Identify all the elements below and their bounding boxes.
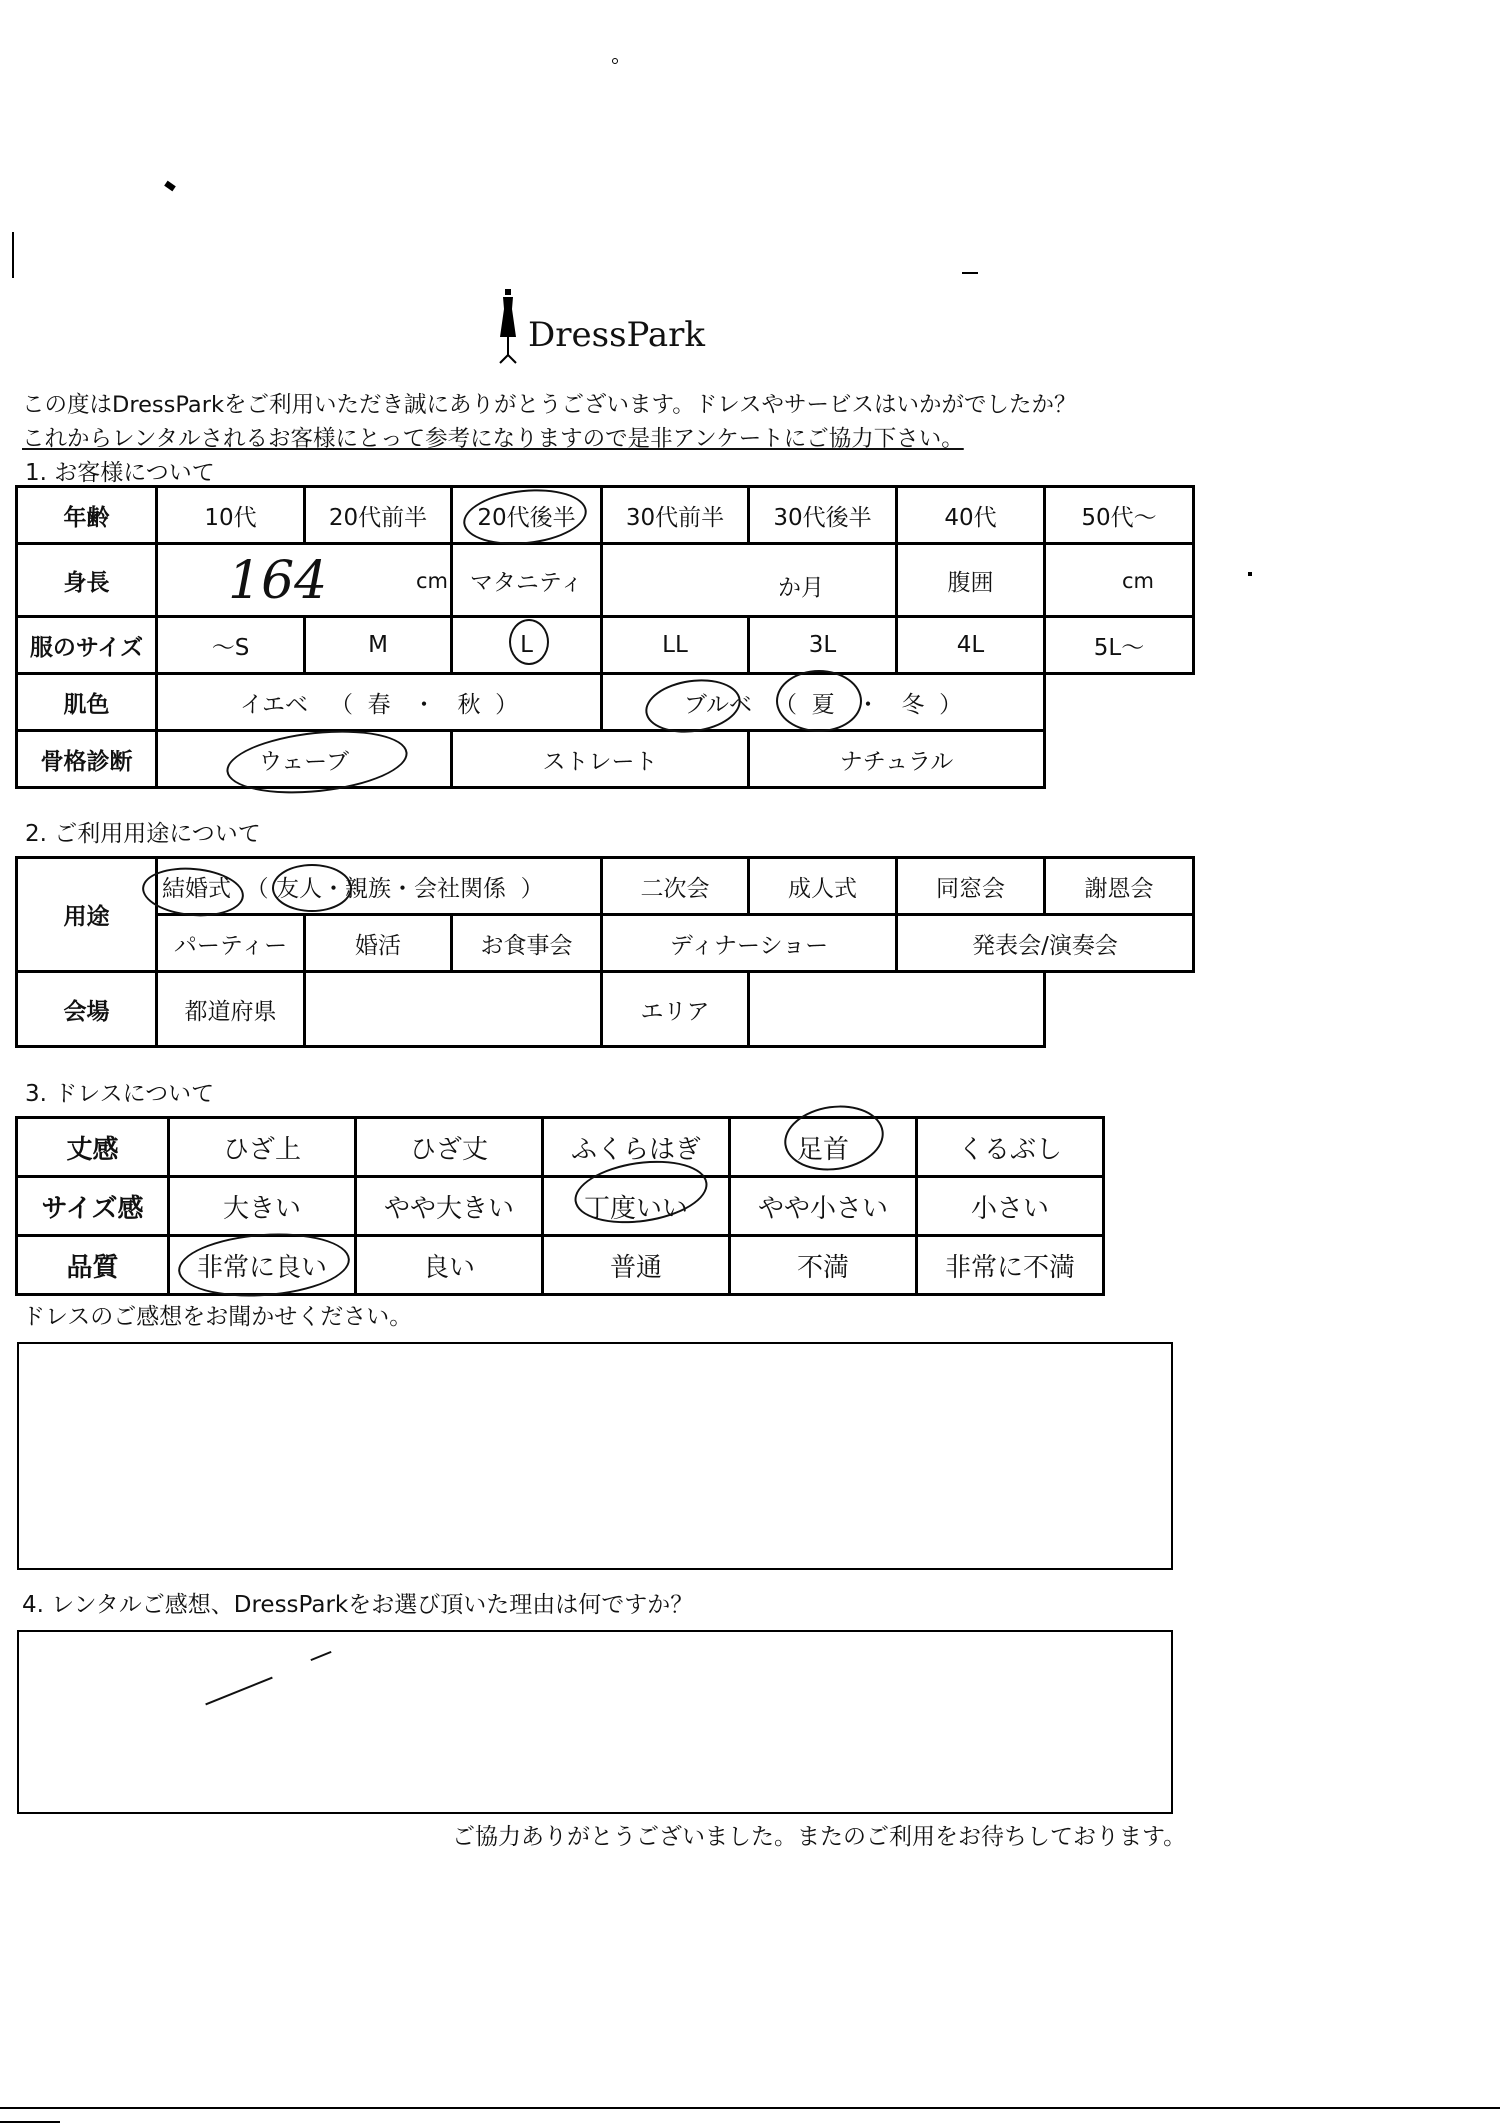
usage-option[interactable]: 二次会	[602, 858, 749, 915]
height-value: 164	[228, 551, 328, 611]
dress-comment-box[interactable]	[17, 1342, 1173, 1570]
usage-friend: 友人	[275, 875, 322, 902]
fit-label: サイズ感	[17, 1177, 169, 1236]
age-option[interactable]: 10代	[157, 487, 305, 544]
quality-option[interactable]: 不満	[730, 1236, 917, 1295]
area-field[interactable]	[749, 972, 1045, 1047]
waist-unit: cm	[1121, 569, 1154, 593]
paren: （	[773, 691, 797, 718]
bottom-rule-short	[0, 2121, 60, 2123]
usage-option[interactable]: 発表会/演奏会	[897, 915, 1194, 972]
length-label: 丈感	[17, 1118, 169, 1177]
usage-option[interactable]: 婚活	[305, 915, 452, 972]
length-option[interactable]: ひざ上	[169, 1118, 356, 1177]
height-field[interactable]	[157, 544, 452, 617]
usage-option[interactable]: ディナーショー	[602, 915, 897, 972]
height-label: 身長	[17, 544, 157, 617]
skin-spring: 春	[367, 691, 391, 718]
age-label: 年齢	[17, 487, 157, 544]
length-option[interactable]: くるぶし	[917, 1118, 1104, 1177]
empty-cell	[1045, 731, 1194, 788]
skin-summer: 夏	[811, 691, 835, 718]
quality-option[interactable]: 非常に良い	[169, 1236, 356, 1295]
usage-option[interactable]: 同窓会	[897, 858, 1045, 915]
height-unit: cm	[415, 569, 448, 593]
empty-cell	[1045, 972, 1194, 1047]
usage-rest: ・親族・会社関係	[321, 875, 506, 902]
scan-speck	[962, 272, 978, 274]
size-option[interactable]: M	[305, 617, 452, 674]
quality-label: 品質	[17, 1236, 169, 1295]
quality-option[interactable]: 普通	[543, 1236, 730, 1295]
bottom-rule	[0, 2107, 1500, 2109]
brand-logo	[490, 287, 750, 367]
skin-blue: ブルベ	[683, 691, 753, 718]
skin-label: 肌色	[17, 674, 157, 731]
section1-title: 1. お客様について	[25, 460, 215, 486]
frame-row	[17, 731, 1194, 788]
size-option[interactable]: 4L	[897, 617, 1045, 674]
age-option[interactable]: 30代前半	[602, 487, 749, 544]
length-option[interactable]: 足首	[730, 1118, 917, 1177]
length-option[interactable]: ひざ丈	[356, 1118, 543, 1177]
usage-table	[15, 856, 1195, 1048]
scan-speck	[164, 181, 176, 192]
size-option[interactable]: LL	[602, 617, 749, 674]
fit-option[interactable]: やや大きい	[356, 1177, 543, 1236]
section3-title: 3. ドレスについて	[25, 1081, 215, 1107]
brand-name: DressPark	[528, 315, 706, 355]
maternity-label: マタニティ	[452, 544, 602, 617]
skin-row	[17, 674, 1194, 731]
length-option[interactable]: ふくらはぎ	[543, 1118, 730, 1177]
quality-option[interactable]: 非常に不満	[917, 1236, 1104, 1295]
waist-label: 腹囲	[897, 544, 1045, 617]
age-option[interactable]: 20代前半	[305, 487, 452, 544]
rental-reason-box[interactable]	[17, 1630, 1173, 1814]
skin-autumn: 秋	[457, 691, 481, 718]
area-label: エリア	[602, 972, 749, 1047]
age-option[interactable]: 40代	[897, 487, 1045, 544]
wedding-options[interactable]	[157, 858, 602, 915]
closing-message: ご協力ありがとうございました。またのご利用をお待ちしております。	[452, 1824, 1187, 1850]
section2-title: 2. ご利用用途について	[25, 821, 261, 847]
scan-speck	[1248, 572, 1252, 576]
paren: （	[329, 691, 353, 718]
age-option[interactable]: 20代後半	[452, 487, 602, 544]
fit-option[interactable]: 小さい	[917, 1177, 1104, 1236]
age-row	[17, 487, 1194, 544]
skin-winter: 冬	[901, 691, 925, 718]
length-row	[17, 1118, 1104, 1177]
fit-option[interactable]: 丁度いい	[543, 1177, 730, 1236]
dress-comment-prompt: ドレスのご感想をお聞かせください。	[22, 1304, 413, 1330]
prefecture-label: 都道府県	[157, 972, 305, 1047]
empty-cell	[1045, 674, 1194, 731]
frame-label: 骨格診断	[17, 731, 157, 788]
waist-field[interactable]	[1045, 544, 1194, 617]
paren: ）	[939, 691, 963, 718]
size-row	[17, 617, 1194, 674]
usage-row-2	[17, 915, 1194, 972]
size-option[interactable]: 5L～	[1045, 617, 1194, 674]
fit-option[interactable]: やや小さい	[730, 1177, 917, 1236]
months-unit: か月	[778, 575, 824, 601]
quality-row	[17, 1236, 1104, 1295]
age-option[interactable]: 50代～	[1045, 487, 1194, 544]
blue-base-options[interactable]	[602, 674, 1045, 731]
size-option[interactable]: 3L	[749, 617, 897, 674]
frame-option[interactable]: ウェーブ	[157, 731, 452, 788]
venue-label: 会場	[17, 972, 157, 1047]
quality-option[interactable]: 良い	[356, 1236, 543, 1295]
frame-option[interactable]: ストレート	[452, 731, 749, 788]
dress-table	[15, 1116, 1105, 1296]
fit-row	[17, 1177, 1104, 1236]
frame-option[interactable]: ナチュラル	[749, 731, 1045, 788]
separator: ・	[412, 691, 436, 718]
height-row	[17, 544, 1194, 617]
prefecture-field[interactable]	[305, 972, 602, 1047]
dress-icon	[490, 287, 526, 367]
intro-line-1: この度はDressParkをご利用いただき誠にありがとうございます。ドレスやサービスはいかがでしたか？	[22, 392, 1077, 418]
separator: ・	[856, 691, 880, 718]
usage-option[interactable]: 謝恩会	[1045, 858, 1194, 915]
maternity-field[interactable]	[602, 544, 897, 617]
usage-option[interactable]: パーティー	[157, 915, 305, 972]
fit-option[interactable]: 大きい	[169, 1177, 356, 1236]
paren: ）	[520, 875, 544, 902]
paren: （	[245, 875, 269, 902]
usage-wedding: 結婚式	[162, 875, 231, 902]
usage-option[interactable]: お食事会	[452, 915, 602, 972]
yellow-base-options[interactable]	[157, 674, 602, 731]
scan-speck	[612, 58, 618, 64]
size-option[interactable]: L	[452, 617, 602, 674]
skin-yellow: イエベ	[239, 691, 309, 718]
section4-title: 4. レンタルご感想、DressParkをお選び頂いた理由は何ですか？	[22, 1592, 694, 1618]
customer-table	[15, 485, 1195, 789]
size-label: 服のサイズ	[17, 617, 157, 674]
age-option[interactable]: 30代後半	[749, 487, 897, 544]
intro-line-2: これからレンタルされるお客様にとって参考になりますので是非アンケートにご協力下さい。	[22, 426, 964, 452]
usage-row-1	[17, 858, 1194, 915]
size-option[interactable]: ～S	[157, 617, 305, 674]
paren: ）	[495, 691, 519, 718]
usage-label: 用途	[17, 858, 157, 972]
usage-option[interactable]: 成人式	[749, 858, 897, 915]
scan-speck	[12, 232, 14, 278]
venue-row	[17, 972, 1194, 1047]
